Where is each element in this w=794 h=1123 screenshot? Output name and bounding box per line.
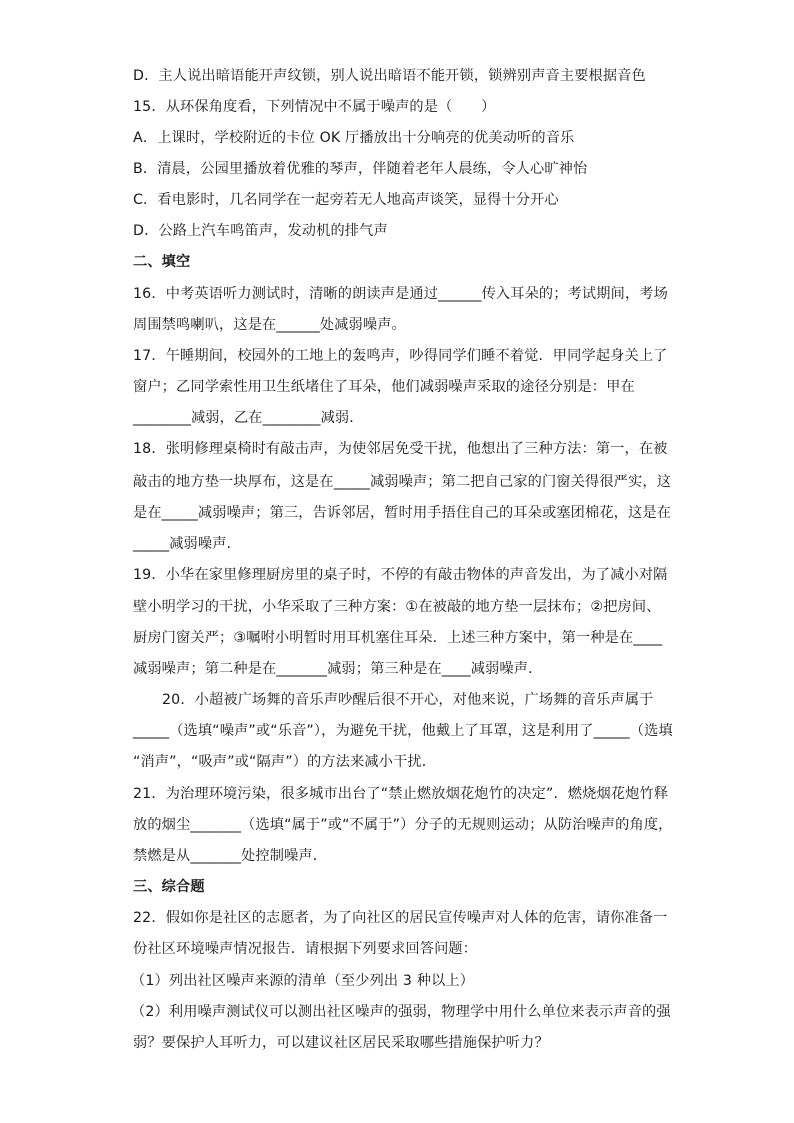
question-18-line-4: _____减弱噪声． — [133, 536, 241, 552]
question-17-line-1: 17．午睡期间，校园外的工地上的轰鸣声，吵得同学们睡不着觉．甲同学起身关上了 — [133, 348, 668, 364]
question-22-line-2: 份社区环境噪声情况报告．请根据下列要求回答问题： — [133, 941, 478, 957]
section-heading-comprehensive: 三、综合题 — [133, 879, 205, 895]
option-b-q15: B．清晨，公园里播放着优雅的琴声，伴随着老年人晨练，令人心旷神怡 — [133, 161, 588, 177]
question-19-line-4: 减弱噪声；第二种是在_______减弱；第三种是在____减弱噪声． — [133, 661, 543, 677]
question-18-line-3: 是在_____减弱噪声；第三，告诉邻居，暂时用手捂住自己的耳朵或塞团棉花，这是在 — [133, 505, 672, 521]
question-20-line-2: _____（选填“噪声”或“乐音”），为避免干扰，他戴上了耳罩，这是利用了_____（选填 — [133, 723, 673, 739]
question-22-part-2-line-2: 弱？要保护人耳听力，可以建议社区居民采取哪些措施保护听力？ — [133, 1035, 549, 1051]
question-20-line-3: “消声”，“吸声”或“隔声”）的方法来减小干扰． — [133, 754, 437, 770]
question-18-line-1: 18．张明修理桌椅时有敲击声，为使邻居免受干扰，他想出了三种方法：第一，在被 — [133, 441, 668, 457]
question-18-line-2: 敲击的地方垫一块厚布，这是在_____减弱噪声；第二把自己家的门窗关得很严实，这 — [133, 474, 672, 490]
question-22-line-1: 22．假如你是社区的志愿者，为了向社区的居民宣传噪声对人体的危害，请你准备一 — [133, 910, 668, 926]
section-heading-fill-blank: 二、填空 — [133, 254, 191, 270]
question-19-line-1: 19．小华在家里修理厨房里的桌子时，不停的有敲击物体的声音发出，为了减小对隔 — [133, 567, 668, 583]
question-19-line-2: 壁小明学习的干扰，小华采取了三种方案：①在被敲的地方垫一层抹布；②把房间、 — [133, 599, 661, 615]
question-22-part-1: （1）列出社区噪声来源的清单（至少列出 3 种以上） — [131, 973, 475, 989]
question-16-line-1: 16．中考英语听力测试时，清晰的朗读声是通过______传入耳朵的；考试期间，考场 — [133, 286, 668, 302]
question-21-line-1: 21．为治理环境污染，很多城市出台了“禁止燃放烟花炮竹的决定”．燃烧烟花炮竹释 — [133, 786, 669, 802]
question-20-line-1: 20．小超被广场舞的音乐声吵醒后很不开心，对他来说，广场舞的音乐声属于 — [162, 692, 654, 708]
question-21-line-3: 禁燃是从_______处控制噪声． — [133, 848, 328, 864]
question-22-part-2-line-1: （2）利用噪声测试仪可以测出社区噪声的强弱，物理学中用什么单位来表示声音的强 — [131, 1004, 671, 1020]
option-d-q14: D．主人说出暗语能开声纹锁，别人说出暗语不能开锁，锁辨别声音主要根据音色 — [133, 68, 646, 84]
option-c-q15: C．看电影时，几名同学在一起旁若无人地高声谈笑，显得十分开心 — [133, 192, 559, 208]
question-17-line-2: 窗户；乙同学索性用卫生纸堵住了耳朵，他们减弱噪声采取的途径分别是：甲在 — [133, 379, 635, 395]
question-21-line-2: 放的烟尘_______（选填“属于”或“不属于”）分子的无规则运动；从防治噪声的角度， — [133, 817, 673, 833]
question-19-line-3: 厨房门窗关严；③嘱咐小明暂时用耳机塞住耳朵．上述三种方案中，第一种是在____ — [133, 630, 663, 646]
option-a-q15: A．上课时，学校附近的卡位 OK 厅播放出十分响亮的优美动听的音乐 — [133, 130, 575, 146]
question-16-line-2: 周围禁鸣喇叭，这是在______处减弱噪声。 — [133, 317, 406, 333]
option-d-q15: D．公路上汽车鸣笛声，发动机的排气声 — [133, 223, 388, 239]
question-17-line-3: ________减弱，乙在________减弱． — [133, 410, 364, 426]
question-15: 15．从环保角度看，下列情况中不属于噪声的是（ ） — [133, 99, 496, 115]
